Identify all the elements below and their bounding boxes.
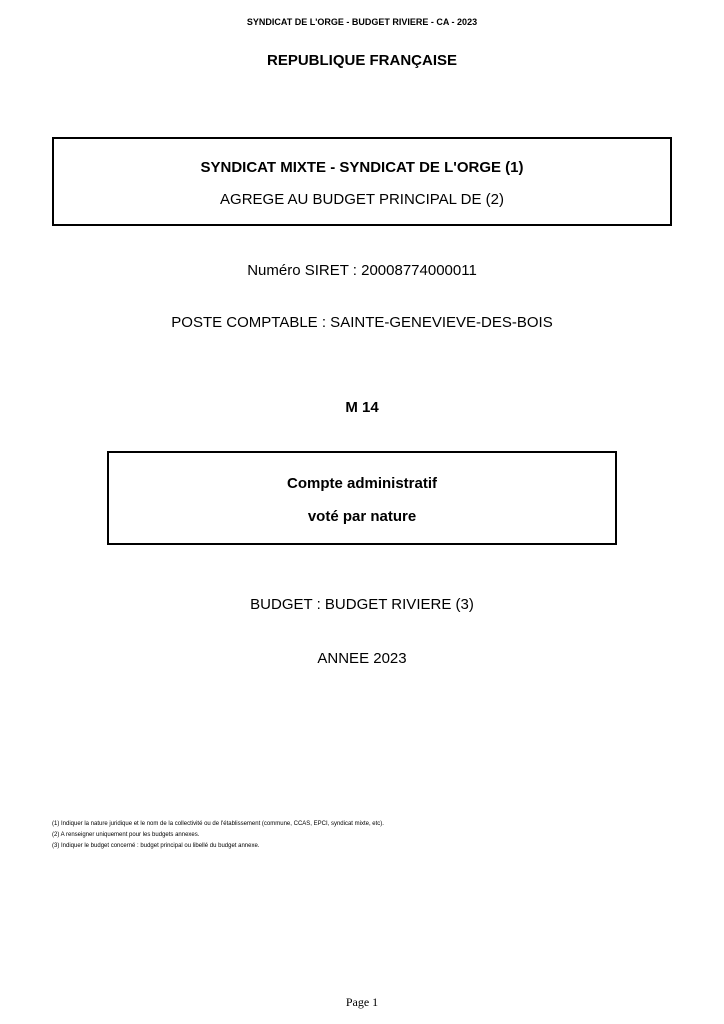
document-type-box [107, 451, 617, 545]
nomenclature: M 14 [345, 399, 379, 416]
footnote-2: (2) A renseigner uniquement pour les budgets annexes. [52, 832, 200, 838]
budget-year: ANNEE 2023 [317, 650, 407, 667]
document-vote: voté par nature [307, 508, 417, 525]
document-type: Compte administratif [286, 475, 437, 492]
budget-label: BUDGET : BUDGET RIVIERE (3) [250, 596, 474, 613]
footnotes [52, 819, 672, 852]
page-number: Page 1 [345, 995, 379, 1009]
entity-name: SYNDICAT MIXTE - SYNDICAT DE L'ORGE (1) [200, 159, 524, 176]
running-header: SYNDICAT DE L'ORGE - BUDGET RIVIERE - CA - 2023 [246, 17, 478, 27]
country-title: REPUBLIQUE FRANÇAISE [266, 52, 457, 69]
siret-number: Numéro SIRET : 20008774000011 [247, 262, 477, 279]
entity-box [52, 137, 672, 226]
footnote-3: (3) Indiquer le budget concerné : budget principal ou libellé du budget annexe. [52, 843, 260, 849]
entity-aggregation: AGREGE AU BUDGET PRINCIPAL DE (2) [220, 191, 504, 208]
footnote-1: (1) Indiquer la nature juridique et le nom de la collectivité ou de l'établissement (commune, CCAS, EPCI, syndicat mixte, etc). [52, 821, 384, 827]
poste-comptable: POSTE COMPTABLE : SAINTE-GENEVIEVE-DES-BOIS [171, 314, 553, 331]
